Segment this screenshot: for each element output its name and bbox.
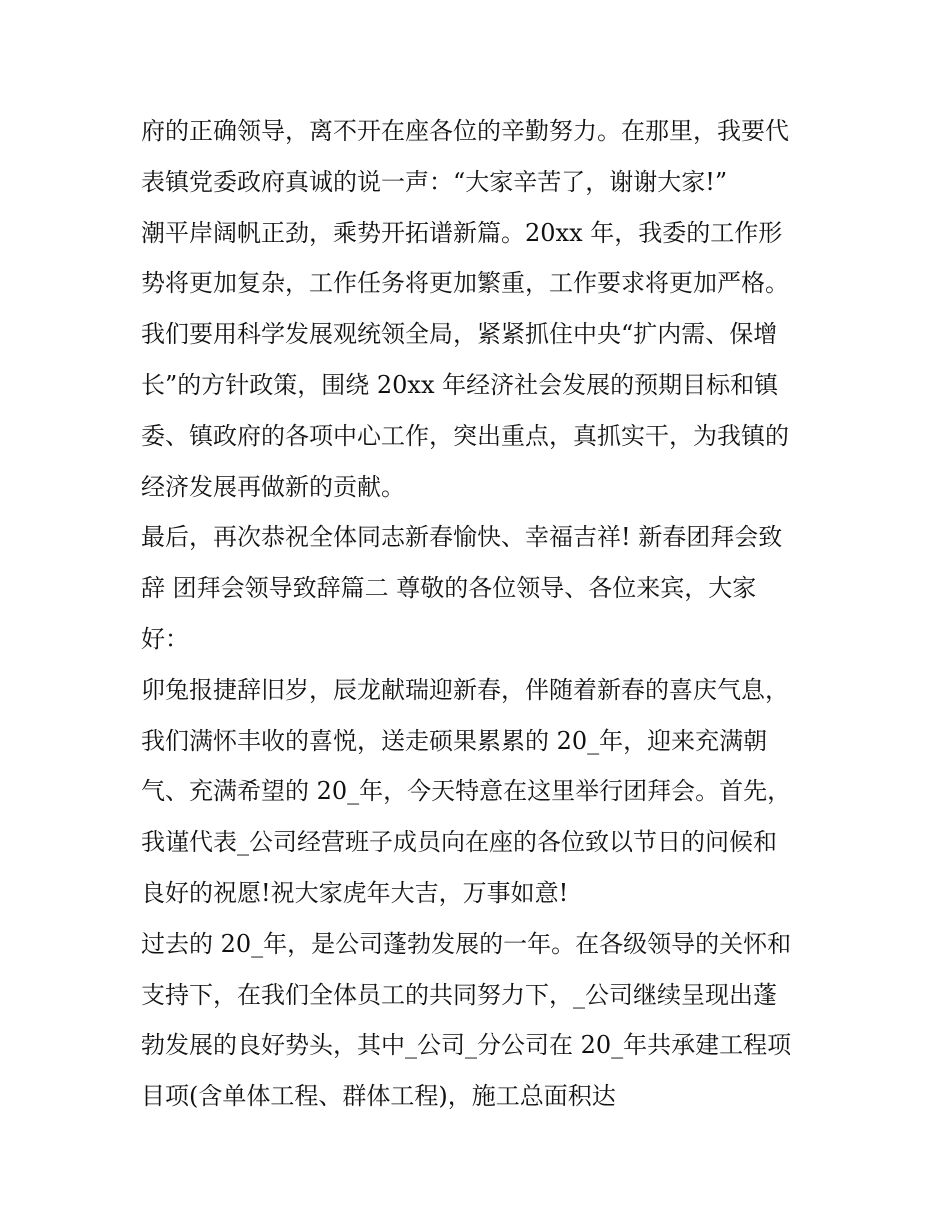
text-line: 勃发展的良好势头，其中_公司_分公司在 20_年共承建工程项	[141, 1031, 792, 1060]
text-line: 最后，再次恭祝全体同志新春愉快、幸福吉祥! 新春团拜会致	[141, 523, 783, 552]
text-line: 势将更加复杂，工作任务将更加繁重，工作要求将更加严格。	[141, 269, 789, 298]
text-line: 目项(含单体工程、群体工程)，施工总面积达	[141, 1082, 616, 1111]
text-line: 卯兔报捷辞旧岁，辰龙献瑞迎新春，伴随着新春的喜庆气息，	[141, 675, 789, 704]
text-line: 潮平岸阔帆正劲，乘势开拓谱新篇。20xx 年，我委的工作形	[141, 218, 783, 247]
text-line: 我们要用科学发展观统领全局，紧紧抓住中央“扩内需、保增	[141, 320, 778, 349]
text-line: 气、充满希望的 20_年，今天特意在这里举行团拜会。首先，	[141, 777, 792, 806]
document-body	[141, 106, 821, 1122]
text-line: 支持下，在我们全体员工的共同努力下，_公司继续呈现出蓬	[141, 980, 777, 1009]
text-line: 我们满怀丰收的喜悦，送走硕果累累的 20_年，迎来充满朝	[141, 726, 768, 755]
text-line: 经济发展再做新的贡献。	[141, 472, 405, 501]
text-line: 府的正确领导，离不开在座各位的辛勤努力。在那里，我要代	[141, 117, 789, 145]
text-line: 过去的 20_年，是公司蓬勃发展的一年。在各级领导的关怀和	[141, 929, 792, 958]
text-line: 我谨代表_公司经营班子成员向在座的各位致以节日的问候和	[141, 828, 777, 857]
text-line: 辞 团拜会领导致辞篇二 尊敬的各位领导、各位来宾，大家	[141, 574, 757, 603]
text-line: 委、镇政府的各项中心工作，突出重点，真抓实干，为我镇的	[141, 421, 789, 450]
text-line: 良好的祝愿!祝大家虎年大吉，万事如意!	[141, 878, 569, 907]
text-line: 好：	[141, 624, 189, 653]
text-line: 表镇党委政府真诚的说一声：“大家辛苦了，谢谢大家!”	[141, 167, 728, 196]
text-line: 长”的方针政策，围绕 20xx 年经济社会发展的预期目标和镇	[141, 370, 779, 399]
